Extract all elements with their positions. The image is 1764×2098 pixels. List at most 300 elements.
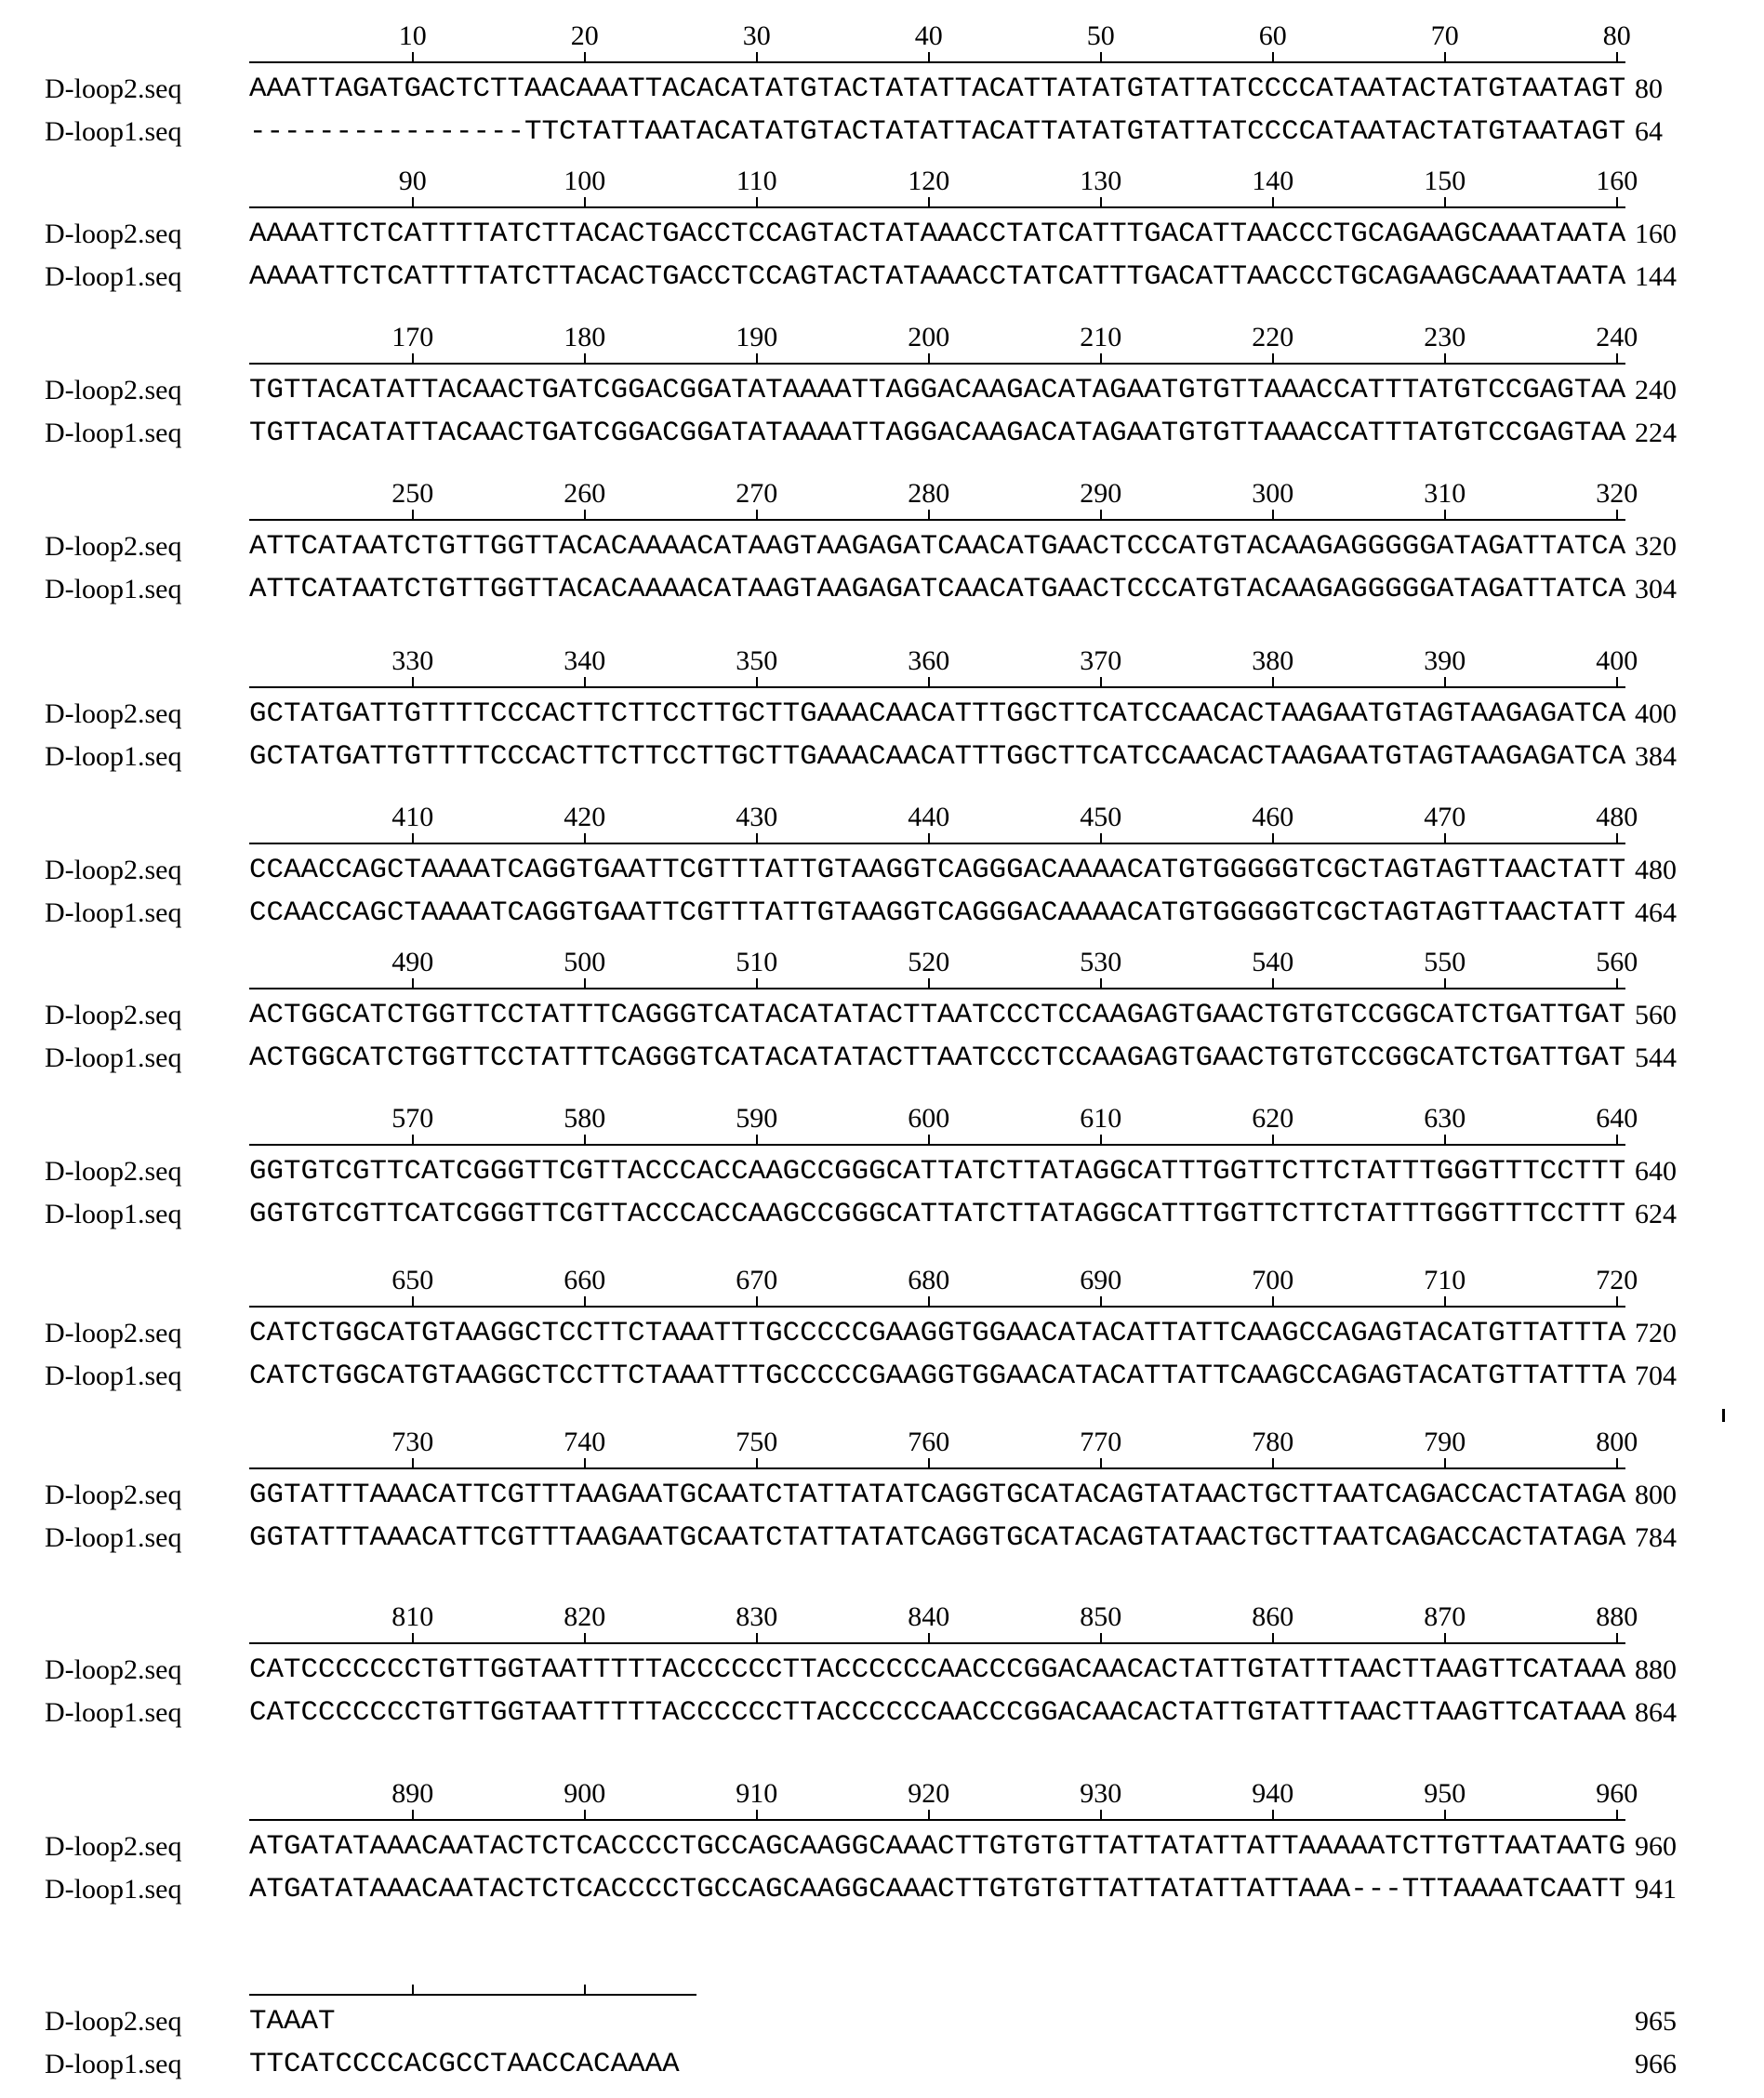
ruler-tick — [928, 1135, 930, 1146]
ruler-tick-label: 560 — [1596, 947, 1638, 977]
ruler-tick — [1616, 1296, 1618, 1308]
sequence-residues: CATCTGGCATGTAAGGCTCCTTCTAAATTTGCCCCCGAAGGTGGAACATACATTATTCAAGCCAGAGTACATGTTATTTA — [249, 1318, 1626, 1349]
ruler-tick — [928, 1633, 930, 1644]
sequence-row — [0, 997, 1764, 1034]
ruler-line — [249, 206, 1625, 208]
ruler-tick — [1616, 1458, 1618, 1469]
position-ruler — [249, 947, 1638, 989]
ruler-tick-label: 470 — [1424, 802, 1466, 832]
ruler-tick-label: 180 — [564, 322, 606, 352]
sequence-row — [0, 71, 1764, 108]
sequence-end-position: 864 — [1635, 1697, 1677, 1728]
sequence-residues: CATCTGGCATGTAAGGCTCCTTCTAAATTTGCCCCCGAAGGTGGAACATACATTATTCAAGCCAGAGTACATGTTATTTA — [249, 1361, 1626, 1392]
sequence-name: D-loop1.seq — [45, 1361, 182, 1391]
sequence-residues: TTCATCCCCACGCCTAACCACAAAA — [249, 2049, 680, 2080]
position-ruler — [249, 802, 1638, 844]
ruler-tick-label: 380 — [1252, 645, 1294, 676]
sequence-end-position: 304 — [1635, 574, 1677, 604]
ruler-tick-label: 40 — [914, 20, 943, 51]
sequence-row — [0, 1694, 1764, 1732]
sequence-residues: ATTCATAATCTGTTGGTTACACAAAACATAAGTAAGAGATCAACATGAACTCCCATGTACAAGAGGGGGATAGATTATCA — [249, 574, 1626, 605]
ruler-tick — [1616, 1810, 1618, 1821]
sequence-end-position: 560 — [1635, 1000, 1677, 1030]
sequence-name: D-loop1.seq — [45, 116, 182, 147]
ruler-tick — [1272, 1810, 1274, 1821]
alignment-block — [0, 1265, 1764, 1410]
ruler-tick — [1616, 197, 1618, 208]
ruler-tick-label: 400 — [1596, 645, 1638, 676]
ruler-tick — [1100, 52, 1102, 63]
ruler-tick — [584, 1985, 586, 1996]
ruler-tick — [584, 510, 586, 521]
ruler-tick-label: 700 — [1252, 1265, 1294, 1295]
ruler-tick-label: 910 — [736, 1778, 778, 1809]
ruler-line — [249, 1467, 1625, 1469]
sequence-end-position: 800 — [1635, 1480, 1677, 1510]
ruler-tick — [412, 52, 414, 63]
ruler-tick-label: 790 — [1424, 1427, 1466, 1457]
ruler-tick — [1272, 52, 1274, 63]
ruler-tick — [1616, 52, 1618, 63]
ruler-tick — [584, 1810, 586, 1821]
ruler-tick-label: 830 — [736, 1601, 778, 1632]
ruler-tick-label: 950 — [1424, 1778, 1466, 1809]
ruler-tick — [1444, 833, 1446, 844]
ruler-line — [249, 988, 1625, 989]
sequence-end-position: 240 — [1635, 375, 1677, 405]
ruler-tick — [1616, 833, 1618, 844]
sequence-row — [0, 1196, 1764, 1233]
ruler-tick — [1100, 1633, 1102, 1644]
ruler-tick-label: 230 — [1424, 322, 1466, 352]
sequence-end-position: 320 — [1635, 531, 1677, 562]
sequence-row — [0, 2046, 1764, 2083]
ruler-tick-label: 770 — [1080, 1427, 1122, 1457]
sequence-row — [0, 113, 1764, 151]
alignment-block — [0, 1601, 1764, 1746]
sequence-residues: AAAATTCTCATTTTATCTTACACTGACCTCCAGTACTATAAACCTATCATTTGACATTAACCCTGCAGAAGCAAATAATA — [249, 261, 1626, 293]
ruler-tick-label: 20 — [570, 20, 599, 51]
ruler-tick-label: 850 — [1080, 1601, 1122, 1632]
sequence-row — [0, 259, 1764, 296]
ruler-tick-label: 730 — [391, 1427, 434, 1457]
ruler-line — [249, 1306, 1625, 1308]
ruler-tick-label: 620 — [1252, 1103, 1294, 1134]
sequence-name: D-loop1.seq — [45, 418, 182, 448]
sequence-row — [0, 696, 1764, 733]
ruler-tick — [928, 510, 930, 521]
ruler-tick — [584, 353, 586, 365]
ruler-tick — [1444, 1458, 1446, 1469]
sequence-row — [0, 1315, 1764, 1352]
ruler-tick — [1100, 197, 1102, 208]
ruler-tick — [1100, 1458, 1102, 1469]
ruler-tick-label: 800 — [1596, 1427, 1638, 1457]
ruler-line — [249, 1144, 1625, 1146]
ruler-tick-label: 760 — [908, 1427, 950, 1457]
ruler-tick-label: 70 — [1430, 20, 1459, 51]
ruler-tick-label: 430 — [736, 802, 778, 832]
sequence-end-position: 941 — [1635, 1874, 1677, 1905]
sequence-end-position: 880 — [1635, 1654, 1677, 1685]
ruler-line — [249, 61, 1625, 63]
alignment-block — [0, 322, 1764, 467]
sequence-residues: CCAACCAGCTAAAATCAGGTGAATTCGTTTATTGTAAGGTCAGGGACAAAACATGTGGGGGTCGCTAGTAGTTAACTATT — [249, 855, 1626, 886]
ruler-tick-label: 600 — [908, 1103, 950, 1134]
ruler-tick — [1100, 353, 1102, 365]
sequence-row — [0, 1153, 1764, 1190]
ruler-line — [249, 363, 1625, 365]
alignment-block — [0, 1103, 1764, 1248]
ruler-tick — [1444, 1810, 1446, 1821]
sequence-row — [0, 895, 1764, 932]
ruler-tick-label: 310 — [1424, 478, 1466, 509]
sequence-name: D-loop2.seq — [45, 1480, 182, 1510]
ruler-tick-label: 510 — [736, 947, 778, 977]
ruler-tick — [928, 1458, 930, 1469]
sequence-end-position: 966 — [1635, 2049, 1677, 2079]
sequence-residues: TGTTACATATTACAACTGATCGGACGGATATAAAATTAGGACAAGACATAGAATGTGTTAAACCATTTATGTCCGAGTAA — [249, 375, 1626, 406]
sequence-row — [0, 2003, 1764, 2040]
sequence-residues: TAAAT — [249, 2006, 336, 2038]
sequence-residues: AAATTAGATGACTCTTAACAAATTACACATATGTACTATATTACATTATATGTATTATCCCCATAATACTATGTAATAGT — [249, 73, 1626, 105]
ruler-tick — [1616, 978, 1618, 989]
ruler-tick — [412, 510, 414, 521]
ruler-tick — [1100, 510, 1102, 521]
ruler-tick — [1100, 978, 1102, 989]
sequence-row — [0, 738, 1764, 776]
ruler-tick — [756, 197, 758, 208]
ruler-tick — [584, 52, 586, 63]
ruler-tick-label: 590 — [736, 1103, 778, 1134]
ruler-tick-label: 160 — [1596, 166, 1638, 196]
position-ruler — [249, 1959, 696, 1996]
sequence-row — [0, 571, 1764, 608]
ruler-tick-label: 660 — [564, 1265, 606, 1295]
ruler-tick — [756, 978, 758, 989]
sequence-row — [0, 528, 1764, 565]
alignment-block — [0, 166, 1764, 311]
sequence-end-position: 160 — [1635, 219, 1677, 249]
ruler-tick-label: 500 — [564, 947, 606, 977]
ruler-tick — [756, 677, 758, 688]
ruler-tick — [412, 1985, 414, 1996]
sequence-name: D-loop1.seq — [45, 1522, 182, 1553]
stray-mark — [1722, 1409, 1725, 1422]
ruler-tick — [928, 833, 930, 844]
ruler-tick-label: 570 — [391, 1103, 434, 1134]
ruler-tick — [1272, 677, 1274, 688]
sequence-name: D-loop1.seq — [45, 2049, 182, 2079]
ruler-tick-label: 480 — [1596, 802, 1638, 832]
ruler-tick-label: 780 — [1252, 1427, 1294, 1457]
sequence-row — [0, 1477, 1764, 1514]
ruler-tick — [756, 1458, 758, 1469]
ruler-tick — [584, 197, 586, 208]
ruler-tick — [1100, 1135, 1102, 1146]
sequence-end-position: 640 — [1635, 1156, 1677, 1187]
ruler-tick-label: 50 — [1086, 20, 1115, 51]
ruler-tick-label: 440 — [908, 802, 950, 832]
ruler-tick — [928, 52, 930, 63]
position-ruler — [249, 1265, 1638, 1308]
ruler-tick — [756, 52, 758, 63]
ruler-tick — [1616, 1135, 1618, 1146]
ruler-tick-label: 710 — [1424, 1265, 1466, 1295]
ruler-tick-label: 30 — [742, 20, 771, 51]
sequence-residues: ATTCATAATCTGTTGGTTACACAAAACATAAGTAAGAGATCAACATGAACTCCCATGTACAAGAGGGGGATAGATTATCA — [249, 531, 1626, 563]
ruler-tick-label: 370 — [1080, 645, 1122, 676]
ruler-tick — [584, 1135, 586, 1146]
sequence-end-position: 784 — [1635, 1522, 1677, 1553]
sequence-end-position: 64 — [1635, 116, 1663, 147]
ruler-tick-label: 630 — [1424, 1103, 1466, 1134]
sequence-residues: ACTGGCATCTGGTTCCTATTTCAGGGTCATACATATACTTAATCCCTCCAAGAGTGAACTGTGTCCGGCATCTGATTGAT — [249, 1042, 1626, 1074]
ruler-tick-label: 900 — [564, 1778, 606, 1809]
ruler-tick-label: 750 — [736, 1427, 778, 1457]
ruler-tick-label: 690 — [1080, 1265, 1122, 1295]
ruler-tick-label: 60 — [1258, 20, 1287, 51]
alignment-block — [0, 20, 1764, 166]
ruler-tick-label: 320 — [1596, 478, 1638, 509]
sequence-name: D-loop2.seq — [45, 1000, 182, 1030]
ruler-tick-label: 390 — [1424, 645, 1466, 676]
ruler-tick — [756, 1633, 758, 1644]
ruler-tick — [1616, 510, 1618, 521]
alignment-block — [0, 1778, 1764, 1923]
sequence-end-position: 80 — [1635, 73, 1663, 104]
ruler-tick-label: 420 — [564, 802, 606, 832]
ruler-tick-label: 450 — [1080, 802, 1122, 832]
ruler-tick — [412, 1458, 414, 1469]
sequence-residues: CATCCCCCCCTGTTGGTAATTTTTACCCCCCTTACCCCCCAACCCGGACAACACTATTGTATTTAACTTAAGTTCATAAA — [249, 1697, 1626, 1729]
ruler-tick — [412, 1810, 414, 1821]
sequence-name: D-loop2.seq — [45, 698, 182, 729]
ruler-tick-label: 580 — [564, 1103, 606, 1134]
sequence-residues: AAAATTCTCATTTTATCTTACACTGACCTCCAGTACTATAAACCTATCATTTGACATTAACCCTGCAGAAGCAAATAATA — [249, 219, 1626, 250]
ruler-tick — [928, 1810, 930, 1821]
ruler-tick-label: 740 — [564, 1427, 606, 1457]
ruler-tick-label: 810 — [391, 1601, 434, 1632]
ruler-line — [249, 1819, 1625, 1821]
sequence-residues: GCTATGATTGTTTTCCCACTTCTTCCTTGCTTGAAACAACATTTGGCTTCATCCAACACTAAGAATGTAGTAAGAGATCA — [249, 698, 1626, 730]
ruler-tick — [584, 1633, 586, 1644]
sequence-row — [0, 1871, 1764, 1908]
ruler-tick — [1100, 677, 1102, 688]
sequence-name: D-loop1.seq — [45, 741, 182, 772]
ruler-tick-label: 210 — [1080, 322, 1122, 352]
sequence-end-position: 384 — [1635, 741, 1677, 772]
ruler-tick — [1100, 1296, 1102, 1308]
ruler-line — [249, 519, 1625, 521]
ruler-tick-label: 250 — [391, 478, 434, 509]
sequence-name: D-loop2.seq — [45, 375, 182, 405]
ruler-tick-label: 720 — [1596, 1265, 1638, 1295]
ruler-tick — [756, 1135, 758, 1146]
ruler-line — [249, 1994, 696, 1996]
sequence-name: D-loop1.seq — [45, 1874, 182, 1905]
ruler-tick-label: 870 — [1424, 1601, 1466, 1632]
sequence-residues: CATCCCCCCCTGTTGGTAATTTTTACCCCCCTTACCCCCCAACCCGGACAACACTATTGTATTTAACTTAAGTTCATAAA — [249, 1654, 1626, 1686]
ruler-tick-label: 100 — [564, 166, 606, 196]
ruler-tick-label: 360 — [908, 645, 950, 676]
sequence-row — [0, 1828, 1764, 1866]
ruler-tick-label: 410 — [391, 802, 434, 832]
sequence-end-position: 464 — [1635, 897, 1677, 928]
ruler-tick-label: 820 — [564, 1601, 606, 1632]
position-ruler — [249, 322, 1638, 365]
ruler-tick-label: 880 — [1596, 1601, 1638, 1632]
alignment-block — [0, 1427, 1764, 1572]
ruler-tick-label: 220 — [1252, 322, 1294, 352]
sequence-name: D-loop1.seq — [45, 1199, 182, 1229]
position-ruler — [249, 1601, 1638, 1644]
ruler-tick-label: 550 — [1424, 947, 1466, 977]
ruler-tick-label: 80 — [1602, 20, 1631, 51]
ruler-tick — [1272, 833, 1274, 844]
ruler-tick-label: 930 — [1080, 1778, 1122, 1809]
ruler-tick-label: 610 — [1080, 1103, 1122, 1134]
ruler-tick — [412, 1135, 414, 1146]
ruler-tick-label: 520 — [908, 947, 950, 977]
ruler-tick-label: 920 — [908, 1778, 950, 1809]
ruler-tick-label: 130 — [1080, 166, 1122, 196]
ruler-tick — [928, 677, 930, 688]
ruler-tick — [756, 1296, 758, 1308]
sequence-end-position: 965 — [1635, 2006, 1677, 2037]
position-ruler — [249, 645, 1638, 688]
sequence-end-position: 720 — [1635, 1318, 1677, 1348]
ruler-tick-label: 110 — [736, 166, 777, 196]
ruler-tick-label: 150 — [1424, 166, 1466, 196]
position-ruler — [249, 1103, 1638, 1146]
ruler-tick — [412, 833, 414, 844]
ruler-tick-label: 270 — [736, 478, 778, 509]
sequence-name: D-loop2.seq — [45, 73, 182, 104]
sequence-row — [0, 415, 1764, 452]
alignment-block — [0, 478, 1764, 623]
sequence-end-position: 400 — [1635, 698, 1677, 729]
sequence-residues: GGTATTTAAACATTCGTTTAAGAATGCAATCTATTATATCAGGTGCATACAGTATAACTGCTTAATCAGACCACTATAGA — [249, 1480, 1626, 1511]
sequence-name: D-loop1.seq — [45, 1697, 182, 1728]
sequence-name: D-loop2.seq — [45, 531, 182, 562]
ruler-tick — [1272, 1633, 1274, 1644]
ruler-tick — [412, 197, 414, 208]
ruler-tick-label: 140 — [1252, 166, 1294, 196]
sequence-name: D-loop2.seq — [45, 1654, 182, 1685]
ruler-tick-label: 940 — [1252, 1778, 1294, 1809]
ruler-tick-label: 460 — [1252, 802, 1294, 832]
ruler-tick — [1272, 978, 1274, 989]
ruler-tick — [412, 677, 414, 688]
sequence-residues: CCAACCAGCTAAAATCAGGTGAATTCGTTTATTGTAAGGTCAGGGACAAAACATGTGGGGGTCGCTAGTAGTTAACTATT — [249, 897, 1626, 929]
ruler-tick — [1272, 1296, 1274, 1308]
ruler-tick — [756, 1810, 758, 1821]
sequence-end-position: 224 — [1635, 418, 1677, 448]
ruler-tick-label: 330 — [391, 645, 434, 676]
ruler-tick — [1272, 510, 1274, 521]
sequence-residues: ATGATATAAACAATACTCTCACCCCTGCCAGCAAGGCAAACTTGTGTGTTATTATATTATTAAAAATCTTGTTAATAATG — [249, 1831, 1626, 1863]
ruler-tick — [1444, 510, 1446, 521]
sequence-residues: GCTATGATTGTTTTCCCACTTCTTCCTTGCTTGAAACAACATTTGGCTTCATCCAACACTAAGAATGTAGTAAGAGATCA — [249, 741, 1626, 773]
sequence-name: D-loop1.seq — [45, 574, 182, 604]
position-ruler — [249, 1778, 1638, 1821]
ruler-tick — [756, 833, 758, 844]
position-ruler — [249, 1427, 1638, 1469]
sequence-name: D-loop1.seq — [45, 1042, 182, 1073]
ruler-tick-label: 10 — [398, 20, 427, 51]
sequence-row — [0, 1520, 1764, 1557]
ruler-tick — [584, 1296, 586, 1308]
ruler-tick-label: 650 — [391, 1265, 434, 1295]
sequence-name: D-loop2.seq — [45, 2006, 182, 2037]
sequence-row — [0, 216, 1764, 253]
ruler-tick — [1444, 677, 1446, 688]
ruler-tick-label: 960 — [1596, 1778, 1638, 1809]
sequence-residues: ATGATATAAACAATACTCTCACCCCTGCCAGCAAGGCAAACTTGTGTGTTATTATATTATTAAA---TTTAAAATCAATT — [249, 1874, 1626, 1905]
alignment-block — [0, 1959, 1764, 2098]
ruler-tick-label: 120 — [908, 166, 950, 196]
ruler-tick — [756, 353, 758, 365]
ruler-tick — [756, 510, 758, 521]
sequence-row — [0, 852, 1764, 889]
ruler-tick — [584, 833, 586, 844]
ruler-tick — [1100, 833, 1102, 844]
ruler-tick — [412, 353, 414, 365]
sequence-end-position: 544 — [1635, 1042, 1677, 1073]
sequence-row — [0, 372, 1764, 409]
position-ruler — [249, 166, 1638, 208]
sequence-name: D-loop2.seq — [45, 855, 182, 885]
sequence-row — [0, 1358, 1764, 1395]
ruler-tick — [1444, 353, 1446, 365]
sequence-residues: GGTGTCGTTCATCGGGTTCGTTACCCACCAAGCCGGGCATTATCTTATAGGCATTTGGTTCTTCTATTTGGGTTTCCTTT — [249, 1199, 1626, 1230]
ruler-tick-label: 290 — [1080, 478, 1122, 509]
ruler-tick-label: 90 — [398, 166, 427, 196]
ruler-tick — [1616, 353, 1618, 365]
ruler-tick — [928, 353, 930, 365]
ruler-tick-label: 540 — [1252, 947, 1294, 977]
ruler-tick — [1444, 1633, 1446, 1644]
ruler-tick — [928, 978, 930, 989]
alignment-block — [0, 645, 1764, 790]
ruler-tick-label: 860 — [1252, 1601, 1294, 1632]
sequence-row — [0, 1040, 1764, 1077]
sequence-name: D-loop1.seq — [45, 897, 182, 928]
position-ruler — [249, 478, 1638, 521]
sequence-end-position: 704 — [1635, 1361, 1677, 1391]
sequence-end-position: 144 — [1635, 261, 1677, 292]
ruler-line — [249, 1642, 1625, 1644]
ruler-tick-label: 640 — [1596, 1103, 1638, 1134]
ruler-tick — [412, 978, 414, 989]
ruler-tick-label: 280 — [908, 478, 950, 509]
sequence-residues: TGTTACATATTACAACTGATCGGACGGATATAAAATTAGGACAAGACATAGAATGTGTTAAACCATTTATGTCCGAGTAA — [249, 418, 1626, 449]
ruler-line — [249, 686, 1625, 688]
ruler-tick-label: 490 — [391, 947, 434, 977]
ruler-tick — [584, 978, 586, 989]
ruler-tick-label: 670 — [736, 1265, 778, 1295]
ruler-tick — [1444, 197, 1446, 208]
ruler-tick-label: 840 — [908, 1601, 950, 1632]
sequence-name: D-loop2.seq — [45, 1156, 182, 1187]
ruler-tick-label: 350 — [736, 645, 778, 676]
sequence-residues: ACTGGCATCTGGTTCCTATTTCAGGGTCATACATATACTTAATCCCTCCAAGAGTGAACTGTGTCCGGCATCTGATTGAT — [249, 1000, 1626, 1031]
ruler-tick-label: 170 — [391, 322, 434, 352]
ruler-tick — [412, 1296, 414, 1308]
ruler-tick-label: 200 — [908, 322, 950, 352]
ruler-line — [249, 843, 1625, 844]
